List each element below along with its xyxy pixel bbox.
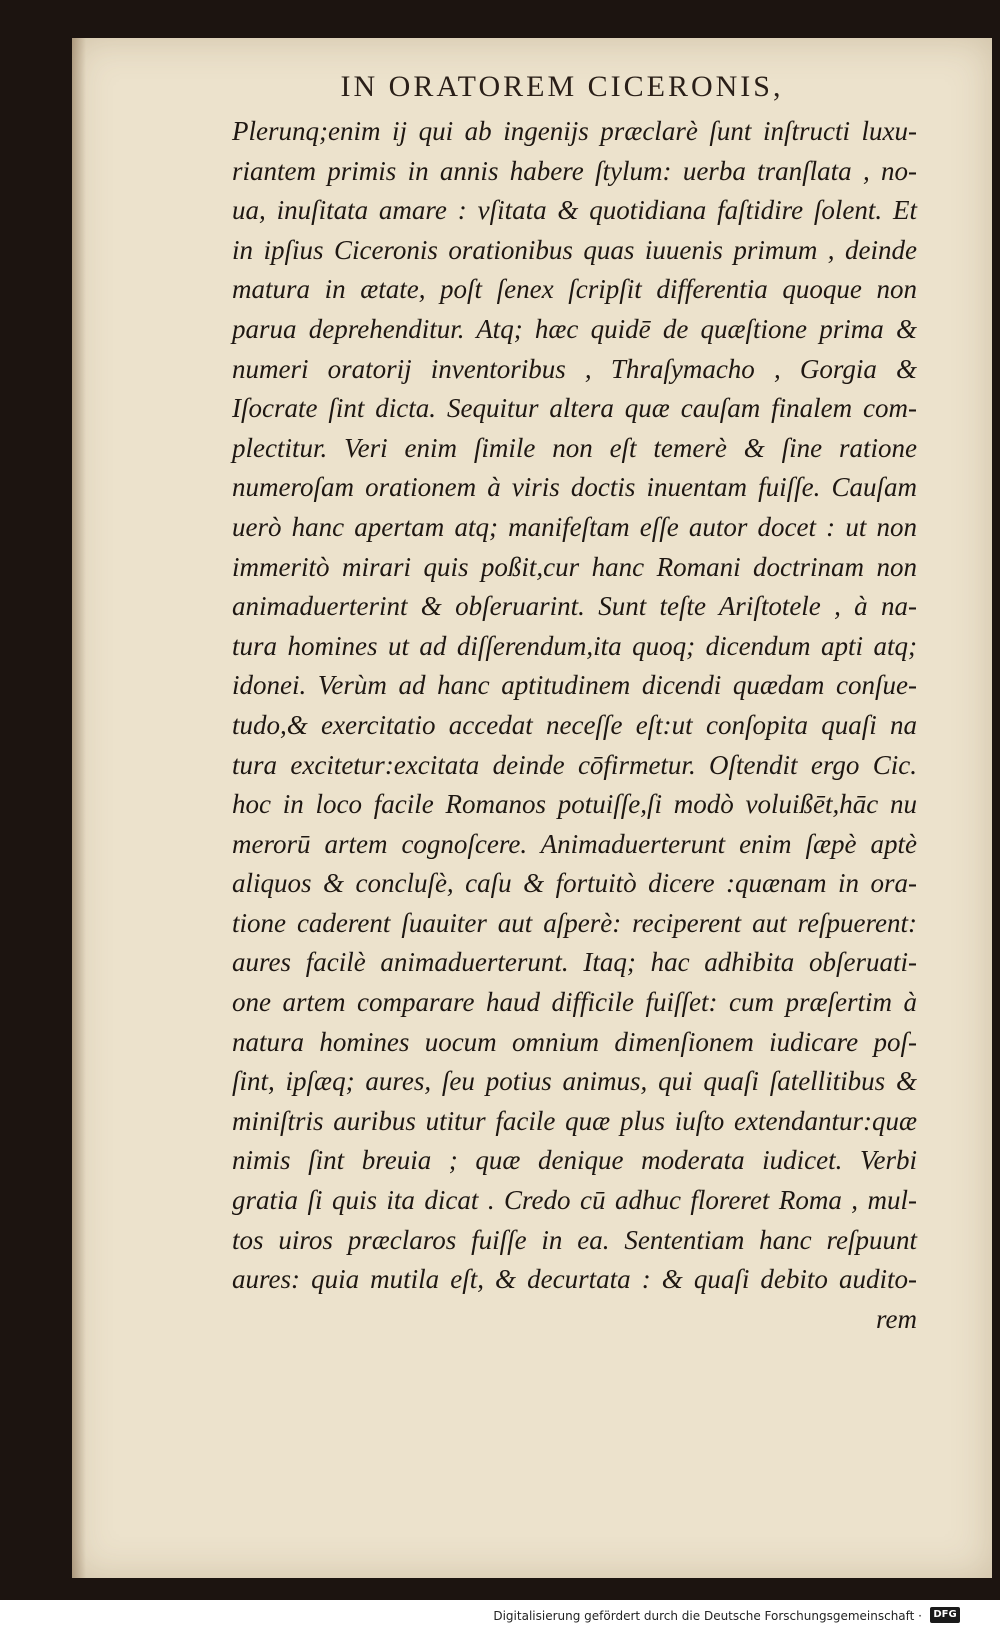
text-line: tura homines ut ad diſſerendum,ita quoq; dicendum apti atq;: [232, 630, 917, 661]
text-line: tudo,& exercitatio accedat neceſſe eſt:ut conſopita quaſi na: [232, 709, 917, 740]
text-line: idonei. Verùm ad hanc aptitudinem dicendi quædam conſue-: [232, 670, 917, 701]
running-head: IN ORATOREM CICERONIS,: [340, 70, 784, 103]
text-line: numeri oratorij inventoribus , Thraſymacho , Gorgia &: [232, 353, 917, 384]
text-line: ſint, ipſæq; aures, ſeu potius animus, qui quaſi ſatellitibus &: [232, 1066, 917, 1097]
text-line: tos uiros præclaros fuiſſe in ea. Sententiam hanc reſpuunt: [232, 1224, 917, 1255]
text-line: animaduerterint & obſeruarint. Sunt teſte Ariſtotele , à na-: [232, 591, 917, 622]
text-line: Iſocrate ſint dicta. Sequitur altera quæ cauſam finalem com-: [232, 393, 917, 424]
text-line: ua, inuſitata amare : vſitata & quotidiana faſtidire ſolent. Et: [232, 195, 917, 226]
body-text: [232, 112, 917, 1339]
text-line: uerò hanc apertam atq; manifeſtam eſſe autor docet : ut non: [232, 511, 917, 542]
text-line: nimis ſint breuia ; quæ denique moderata iudicet. Verbi: [232, 1145, 917, 1176]
text-line: miniſtris auribus utitur facile quæ plus iuſto extendantur:quæ: [232, 1105, 917, 1136]
text-line: one artem comparare haud difficile fuiſſet: cum præſertim à: [232, 987, 917, 1018]
text-line: merorū artem cognoſcere. Animaduerterunt enim ſæpè aptè: [232, 828, 917, 859]
text-line: aures facilè animaduerterunt. Itaq; hac adhibita obſeruati-: [232, 947, 917, 978]
text-line: hoc in loco facile Romanos potuiſſe,ſi modò voluißēt,hāc nu: [232, 789, 917, 820]
text-line: tione caderent ſuauiter aut aſperè: reciperent aut reſpuerent:: [232, 907, 917, 938]
page-gutter-shadow: [72, 38, 86, 1578]
text-line: aures: quia mutila eſt, & decurtata : & quaſi debito audito-: [232, 1264, 917, 1295]
funding-credit: Digitalisierung gefördert durch die Deutsche Forschungsgemeinschaft ·: [493, 1609, 922, 1623]
text-line: immeritò mirari quis poßit,cur hanc Romani doctrinam non: [232, 551, 917, 582]
text-line: rem: [876, 1303, 917, 1334]
text-line: in ipſius Ciceronis orationibus quas iuuenis primum , deinde: [232, 234, 917, 265]
dfg-logo: DFG: [930, 1607, 960, 1623]
text-line: Plerunq;enim ij qui ab ingenijs præclarè ſunt inſtructi luxu-: [232, 116, 917, 146]
text-line: tura excitetur:excitata deinde cōfirmetur. Oſtendit ergo Cic.: [232, 749, 917, 780]
footer-bar: [0, 1600, 1000, 1634]
paper-page: [72, 38, 992, 1578]
text-line: matura in ætate, poſt ſenex ſcripſit differentia quoque non: [232, 274, 917, 305]
text-line: natura homines uocum omnium dimenſionem iudicare poſ-: [232, 1026, 917, 1057]
text-line: numeroſam orationem à viris doctis inuentam fuiſſe. Cauſam: [232, 472, 917, 503]
text-line: gratia ſi quis ita dicat . Credo cū adhuc floreret Roma , mul-: [232, 1185, 917, 1216]
text-line: plectitur. Veri enim ſimile non eſt temerè & ſine ratione: [232, 432, 917, 463]
text-line: parua deprehenditur. Atq; hæc quidē de quæſtione prima &: [232, 313, 917, 344]
text-line: aliquos & concluſè, caſu & fortuitò dicere :quænam in ora-: [232, 868, 917, 899]
text-line: riantem primis in annis habere ſtylum: uerba tranſlata , no-: [232, 155, 917, 186]
